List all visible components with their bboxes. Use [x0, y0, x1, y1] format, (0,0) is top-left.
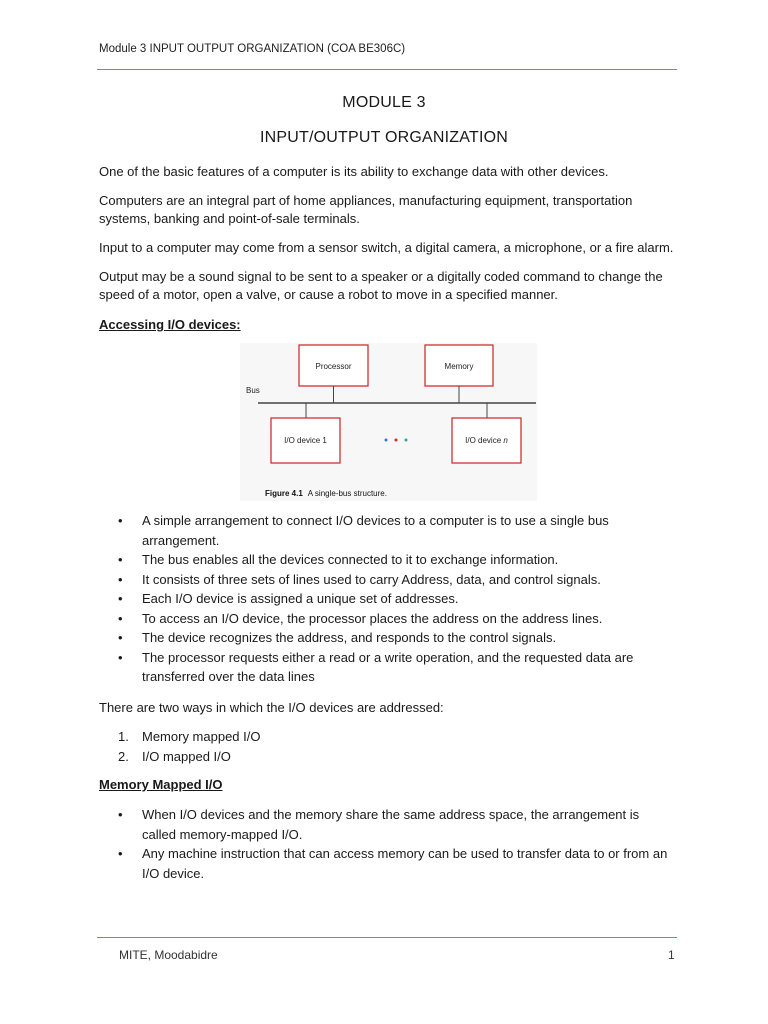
list-item: • The device recognizes the address, and responds to the control signals.	[99, 628, 674, 648]
list-item: • To access an I/O device, the processor places the address on the address lines.	[99, 609, 674, 629]
figure-caption-text: A single-bus structure.	[307, 489, 387, 498]
io-device-n-label	[465, 436, 508, 445]
page-number: 1	[668, 948, 675, 962]
list-item: • It consists of three sets of lines used to carry Address, data, and control signals.	[99, 570, 674, 590]
io-device-n-var: n	[503, 436, 508, 445]
ellipsis-dot-1	[385, 439, 388, 442]
footer-rule	[97, 937, 677, 938]
list-item	[99, 747, 674, 767]
running-header: Module 3 INPUT OUTPUT ORGANIZATION (COA BE306C)	[99, 43, 406, 55]
list-item	[99, 727, 674, 747]
intro-paragraph-3: Input to a computer may come from a sensor switch, a digital camera, a microphone, or a fire alarm.	[99, 240, 674, 255]
addressing-ways-list	[99, 727, 674, 766]
list-item: • The processor requests either a read or a write operation, and the requested data are transferred over the data lines	[99, 648, 674, 687]
list-item: • Any machine instruction that can access memory can be used to transfer data to or from an I/O device.	[99, 844, 674, 883]
single-bus-diagram	[240, 343, 537, 501]
processor-label: Processor	[315, 362, 352, 371]
list-number: 1.	[118, 729, 129, 744]
module-title: MODULE 3	[342, 94, 426, 111]
figure-caption-number: Figure 4.1	[265, 489, 303, 498]
section-heading-accessing-io: Accessing I/O devices:	[99, 317, 241, 332]
list-item: • The bus enables all the devices connected to it to exchange information.	[99, 550, 674, 570]
addressing-ways-intro: There are two ways in which the I/O devices are addressed:	[99, 700, 444, 715]
memory-mapped-bullets	[99, 805, 674, 883]
memory-label: Memory	[444, 362, 474, 371]
list-text: Memory mapped I/O	[142, 729, 261, 744]
intro-paragraph-1: One of the basic features of a computer is its ability to exchange data with other devices.	[99, 164, 609, 179]
ellipsis-dot-2	[395, 439, 398, 442]
header-rule	[97, 69, 677, 70]
list-item: • A simple arrangement to connect I/O devices to a computer is to use a single bus arrangement.	[99, 511, 674, 550]
accessing-io-bullets	[99, 511, 674, 687]
topic-title: INPUT/OUTPUT ORGANIZATION	[260, 129, 508, 146]
footer-institution: MITE, Moodabidre	[119, 948, 218, 962]
intro-paragraph-4: Output may be a sound signal to be sent to a speaker or a digitally coded command to change the speed of a motor, open a valve, or cause a robot to move in a specified manner.	[99, 269, 663, 302]
intro-paragraph-2: Computers are an integral part of home appliances, manufacturing equipment, transportation systems, banking and point-of-sale terminals.	[99, 193, 633, 226]
section-heading-memory-mapped: Memory Mapped I/O	[99, 777, 223, 792]
io-device-1-label: I/O device 1	[284, 436, 327, 445]
io-device-n-prefix: I/O device	[465, 436, 504, 445]
bus-label: Bus	[246, 386, 260, 395]
list-text: I/O mapped I/O	[142, 748, 231, 764]
single-bus-figure	[240, 343, 537, 501]
list-item: • Each I/O device is assigned a unique set of addresses.	[99, 589, 674, 609]
ellipsis-dot-3	[405, 439, 408, 442]
list-item: • When I/O devices and the memory share the same address space, the arrangement is called memory-mapped I/O.	[99, 805, 674, 844]
list-number: 2.	[118, 748, 129, 764]
figure-caption	[265, 489, 387, 498]
